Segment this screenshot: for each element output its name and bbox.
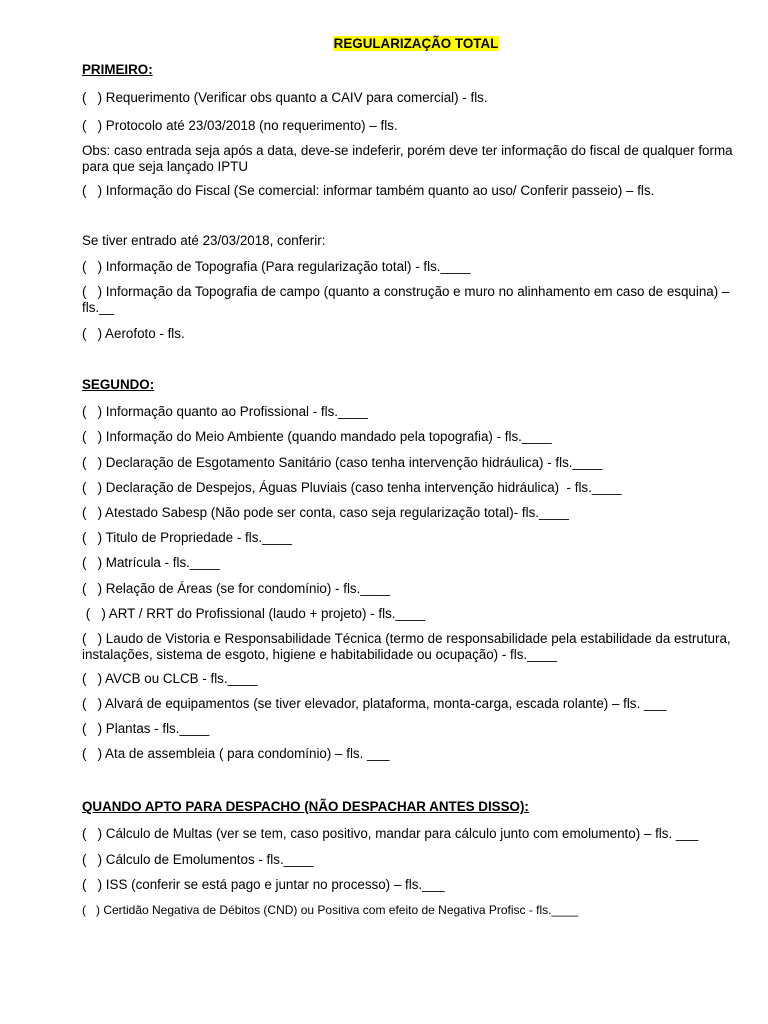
item-relacao-areas: ( ) Relação de Áreas (se for condomínio) - fls.____	[82, 581, 391, 596]
item-protocolo: ( ) Protocolo até 23/03/2018 (no requerimento) – fls.	[82, 118, 398, 133]
item-informacao-fiscal: ( ) Informação do Fiscal (Se comercial: informar também quanto ao uso/ Conferir passeio) – fls.	[82, 183, 655, 198]
item-plantas: ( ) Plantas - fls.____	[82, 721, 210, 736]
heading-primeiro: PRIMEIRO:	[82, 62, 153, 77]
item-laudo-vistoria: ( ) Laudo de Vistoria e Responsabilidade Técnica (termo de responsabilidade pela estabilidade da estrutura, instalações, sistema de esgoto, higiene e habitabilidade ou ocupação) - fls.____	[82, 631, 735, 662]
item-sabesp: ( ) Atestado Sabesp (Não pode ser conta, caso seja regularização total)- fls.____	[82, 505, 569, 520]
obs-note: Obs: caso entrada seja após a data, deve-se indeferir, porém deve ter informação do fiscal de qualquer forma para que seja lançado IPTU	[82, 143, 737, 174]
item-aerofoto: ( ) Aerofoto - fls.	[82, 326, 185, 341]
heading-despacho: QUANDO APTO PARA DESPACHO (NÃO DESPACHAR ANTES DISSO):	[82, 799, 529, 814]
item-certidao-negativa: ( ) Certidão Negativa de Débitos (CND) ou Positiva com efeito de Negativa Profisc - fls.____	[82, 903, 579, 917]
item-despejos: ( ) Declaração de Despejos, Águas Pluviais (caso tenha intervenção hidráulica) - fls.____	[82, 480, 622, 495]
item-avcb: ( ) AVCB ou CLCB - fls.____	[82, 671, 258, 686]
item-alvara: ( ) Alvará de equipamentos (se tiver elevador, plataforma, monta-carga, escada rolante) – fls. ___	[82, 696, 667, 711]
conferir-note: Se tiver entrado até 23/03/2018, conferir:	[82, 233, 326, 248]
item-esgotamento: ( ) Declaração de Esgotamento Sanitário (caso tenha intervenção hidráulica) - fls.____	[82, 455, 603, 470]
item-profissional: ( ) Informação quanto ao Profissional - fls.____	[82, 404, 368, 419]
item-topografia: ( ) Informação de Topografia (Para regularização total) - fls.____	[82, 259, 471, 274]
item-iss: ( ) ISS (conferir se está pago e juntar no processo) – fls.___	[82, 877, 445, 892]
item-titulo-propriedade: ( ) Titulo de Propriedade - fls.____	[82, 530, 292, 545]
item-meio-ambiente: ( ) Informação do Meio Ambiente (quando mandado pela topografia) - fls.____	[82, 429, 552, 444]
item-topografia-campo: ( ) Informação da Topografia de campo (quanto a construção e muro no alinhamento em caso de esquina) – fls.__	[82, 284, 734, 315]
item-calculo-multas: ( ) Cálculo de Multas (ver se tem, caso positivo, mandar para cálculo junto com emolumento) – fls. ___	[82, 826, 699, 841]
item-ata-assembleia: ( ) Ata de assembleia ( para condomínio) – fls. ___	[82, 746, 390, 761]
heading-segundo: SEGUNDO:	[82, 377, 155, 392]
item-calculo-emolumentos: ( ) Cálculo de Emolumentos - fls.____	[82, 852, 314, 867]
item-requerimento: ( ) Requerimento (Verificar obs quanto a CAIV para comercial) - fls.	[82, 90, 488, 105]
document-title	[0, 36, 768, 52]
item-matricula: ( ) Matrícula - fls.____	[82, 555, 220, 570]
item-art-rrt: ( ) ART / RRT do Profissional (laudo + projeto) - fls.____	[82, 606, 426, 621]
title-highlight: REGULARIZAÇÃO TOTAL	[333, 36, 499, 51]
